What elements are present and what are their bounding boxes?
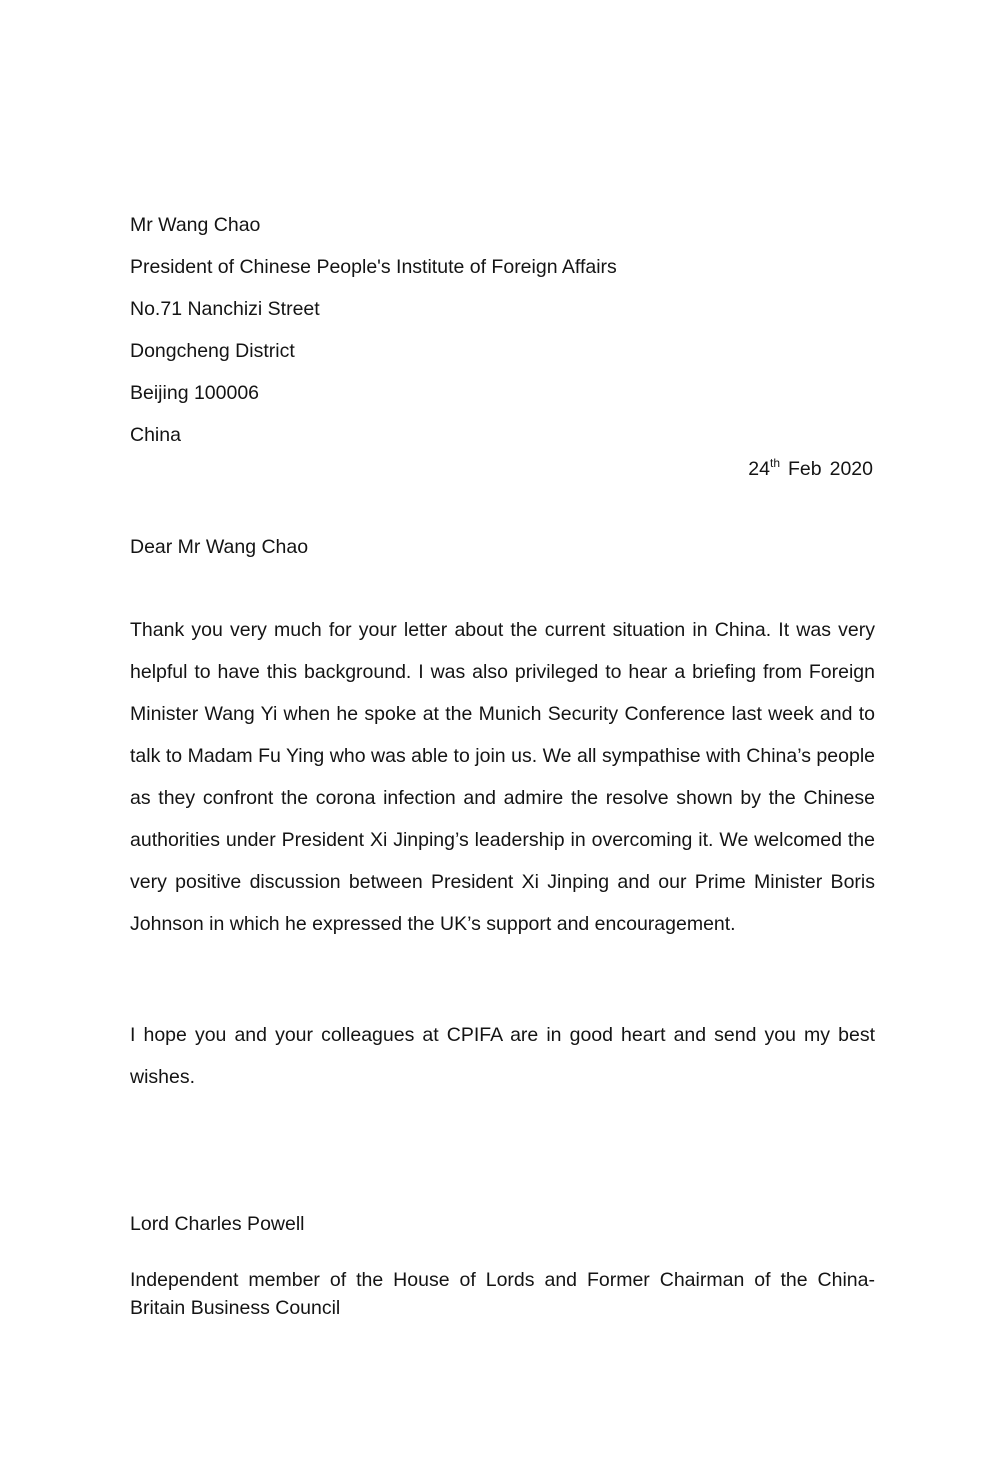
salutation: Dear Mr Wang Chao <box>130 536 309 558</box>
date-year: 2020 <box>829 458 873 480</box>
signature-name: Lord Charles Powell <box>130 1213 305 1235</box>
recipient-district: Dongcheng District <box>130 340 295 362</box>
date-suffix: th <box>769 456 780 470</box>
date-month: Feb <box>788 458 822 480</box>
body-paragraph-2: I hope you and your colleagues at CPIFA are in good heart and send you my best wishes. <box>130 1024 875 1088</box>
recipient-street: No.71 Nanchizi Street <box>130 298 320 320</box>
letter-date <box>600 458 873 480</box>
recipient-country: China <box>130 424 181 446</box>
date-day: 24 <box>748 458 770 480</box>
recipient-name: Mr Wang Chao <box>130 214 261 236</box>
signature-description: Independent member of the House of Lords and Former Chairman of the China-Britain Business Council <box>130 1269 875 1319</box>
recipient-title: President of Chinese People's Institute of Foreign Affairs <box>130 256 617 278</box>
recipient-city: Beijing 100006 <box>130 382 260 404</box>
body-paragraph-1: Thank you very much for your letter about the current situation in China. It was very helpful to have this background. I was also privileged to hear a briefing from Foreign Minister Wang Yi when he spoke at the Munich Security Conference last week and to talk to Madam Fu Ying who was able to join us. We all sympathise with China’s people as they confront the corona infection and admire the resolve shown by the Chinese authorities under President Xi Jinping’s leadership in overcoming it. We welcomed the very positive discussion between President Xi Jinping and our Prime Minister Boris Johnson in which he expressed the UK’s support and encouragement. <box>130 619 875 935</box>
